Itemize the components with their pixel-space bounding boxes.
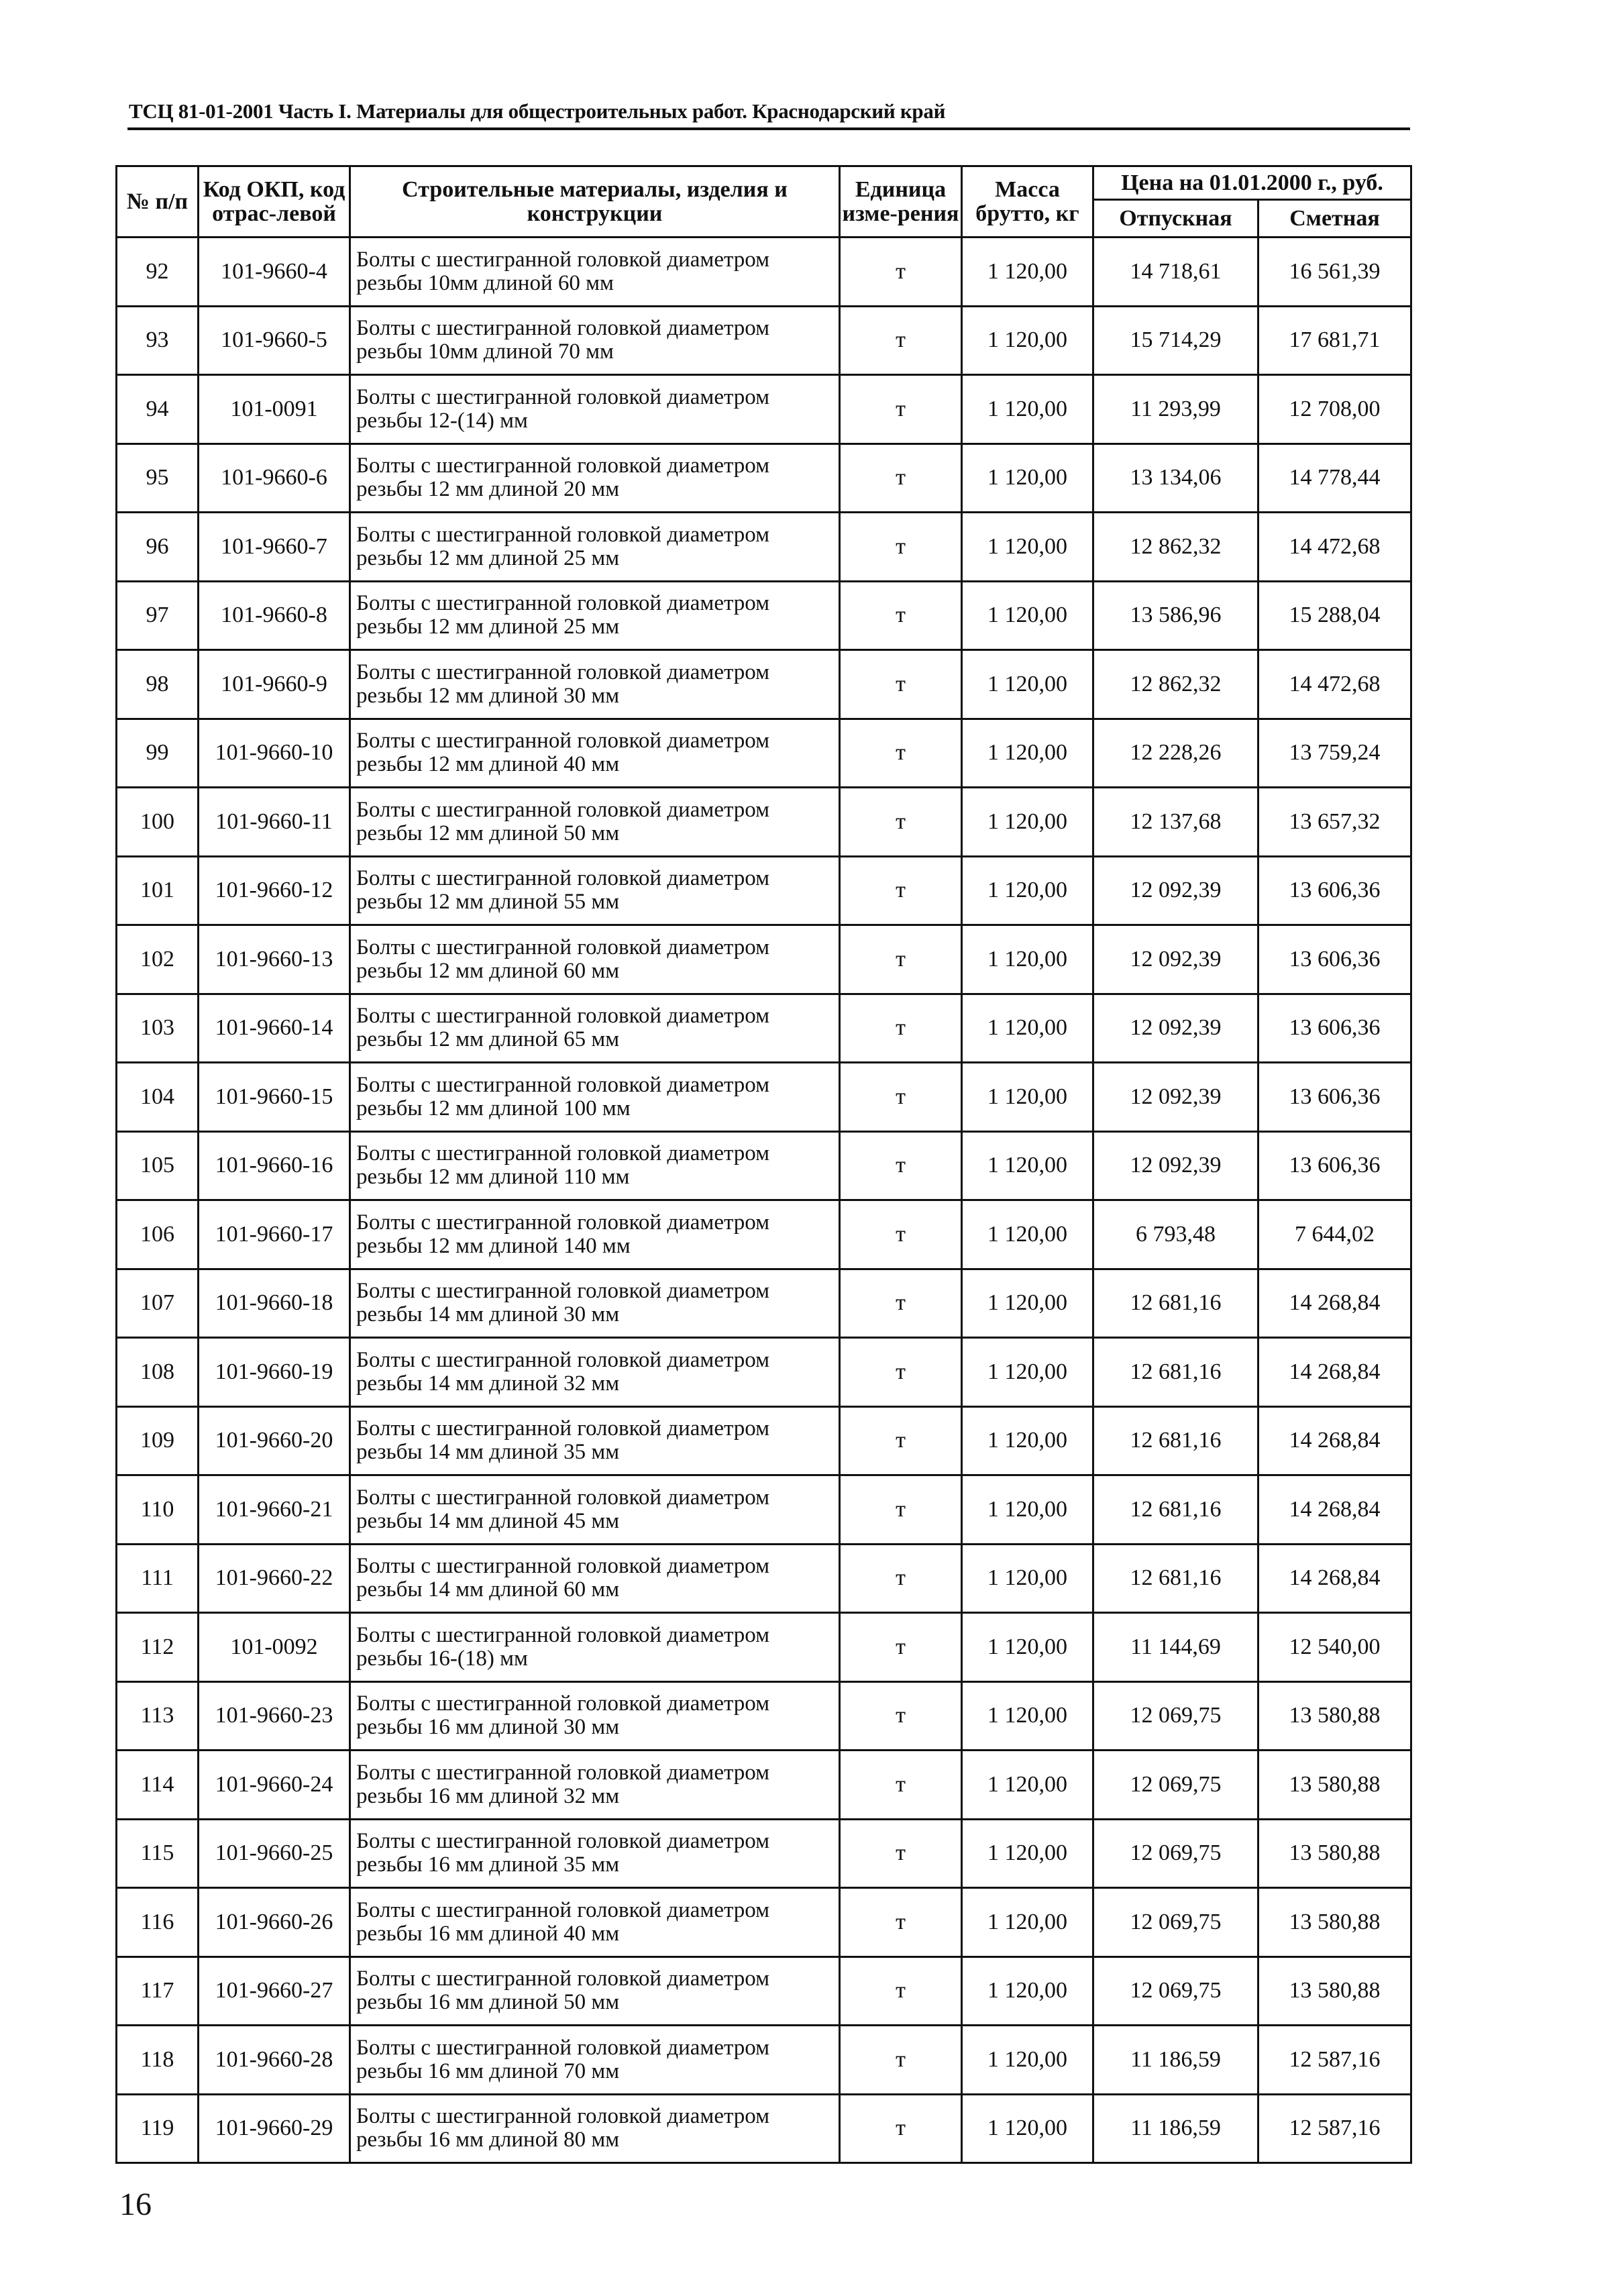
gross-mass: 1 120,00 (962, 1681, 1093, 1751)
unit: т (840, 1681, 962, 1751)
estimate-price: 13 606,36 (1258, 1063, 1411, 1132)
material-name: Болты с шестигранной головкой диаметром резьбы 16 мм длиной 32 мм (350, 1751, 840, 1820)
header-rule (127, 127, 1410, 130)
unit: т (840, 2026, 962, 2095)
material-name: Болты с шестигранной головкой диаметром резьбы 14 мм длиной 45 мм (350, 1475, 840, 1545)
table-row (117, 856, 1411, 925)
okp-code: 101-9660-5 (199, 306, 350, 375)
release-price: 12 069,75 (1093, 1956, 1258, 2026)
gross-mass: 1 120,00 (962, 1338, 1093, 1407)
table-row (117, 1888, 1411, 1957)
release-price: 12 092,39 (1093, 1063, 1258, 1132)
row-number: 92 (117, 238, 199, 307)
col-header-code: Код ОКП, код отрас-левой (199, 166, 350, 238)
unit: т (840, 1819, 962, 1888)
gross-mass: 1 120,00 (962, 443, 1093, 513)
table-row (117, 1475, 1411, 1545)
okp-code: 101-9660-8 (199, 581, 350, 650)
estimate-price: 14 268,84 (1258, 1338, 1411, 1407)
estimate-price: 13 606,36 (1258, 1131, 1411, 1200)
table-row (117, 1544, 1411, 1613)
gross-mass: 1 120,00 (962, 719, 1093, 788)
material-name: Болты с шестигранной головкой диаметром резьбы 12 мм длиной 110 мм (350, 1131, 840, 1200)
gross-mass: 1 120,00 (962, 925, 1093, 994)
estimate-price: 14 268,84 (1258, 1544, 1411, 1613)
unit: т (840, 1475, 962, 1545)
estimate-price: 13 580,88 (1258, 1956, 1411, 2026)
material-name: Болты с шестигранной головкой диаметром резьбы 12 мм длиной 140 мм (350, 1200, 840, 1269)
okp-code: 101-9660-18 (199, 1269, 350, 1338)
gross-mass: 1 120,00 (962, 1613, 1093, 1682)
unit: т (840, 1200, 962, 1269)
col-header-release: Отпускная (1093, 200, 1258, 238)
gross-mass: 1 120,00 (962, 994, 1093, 1063)
col-header-name: Строительные материалы, изделия и конструкции (350, 166, 840, 238)
col-header-no: № п/п (117, 166, 199, 238)
table-row (117, 1613, 1411, 1682)
gross-mass: 1 120,00 (962, 1751, 1093, 1820)
unit: т (840, 1751, 962, 1820)
estimate-price: 12 708,00 (1258, 375, 1411, 444)
okp-code: 101-9660-11 (199, 788, 350, 857)
release-price: 13 586,96 (1093, 581, 1258, 650)
okp-code: 101-9660-29 (199, 2094, 350, 2163)
estimate-price: 14 268,84 (1258, 1269, 1411, 1338)
release-price: 12 862,32 (1093, 513, 1258, 582)
row-number: 97 (117, 581, 199, 650)
col-header-price: Цена на 01.01.2000 г., руб. (1093, 166, 1411, 200)
release-price: 12 681,16 (1093, 1406, 1258, 1475)
unit: т (840, 1406, 962, 1475)
row-number: 101 (117, 856, 199, 925)
table-row (117, 443, 1411, 513)
row-number: 96 (117, 513, 199, 582)
release-price: 12 681,16 (1093, 1544, 1258, 1613)
gross-mass: 1 120,00 (962, 788, 1093, 857)
estimate-price: 13 580,88 (1258, 1751, 1411, 1820)
estimate-price: 13 606,36 (1258, 925, 1411, 994)
okp-code: 101-9660-23 (199, 1681, 350, 1751)
row-number: 112 (117, 1613, 199, 1682)
unit: т (840, 1613, 962, 1682)
release-price: 11 186,59 (1093, 2094, 1258, 2163)
page-number: 16 (119, 2187, 152, 2222)
row-number: 94 (117, 375, 199, 444)
row-number: 109 (117, 1406, 199, 1475)
release-price: 12 069,75 (1093, 1888, 1258, 1957)
price-table (115, 165, 1412, 2164)
table-row (117, 238, 1411, 307)
release-price: 15 714,29 (1093, 306, 1258, 375)
table-row (117, 1956, 1411, 2026)
table-row (117, 1200, 1411, 1269)
material-name: Болты с шестигранной головкой диаметром резьбы 12 мм длиной 40 мм (350, 719, 840, 788)
table-row (117, 1406, 1411, 1475)
estimate-price: 14 472,68 (1258, 513, 1411, 582)
release-price: 12 681,16 (1093, 1338, 1258, 1407)
table-row (117, 2026, 1411, 2095)
material-name: Болты с шестигранной головкой диаметром резьбы 12 мм длиной 65 мм (350, 994, 840, 1063)
gross-mass: 1 120,00 (962, 1131, 1093, 1200)
gross-mass: 1 120,00 (962, 1269, 1093, 1338)
gross-mass: 1 120,00 (962, 1888, 1093, 1957)
estimate-price: 13 580,88 (1258, 1888, 1411, 1957)
release-price: 12 092,39 (1093, 925, 1258, 994)
estimate-price: 7 644,02 (1258, 1200, 1411, 1269)
okp-code: 101-9660-22 (199, 1544, 350, 1613)
unit: т (840, 443, 962, 513)
estimate-price: 16 561,39 (1258, 238, 1411, 307)
unit: т (840, 1131, 962, 1200)
row-number: 118 (117, 2026, 199, 2095)
okp-code: 101-9660-27 (199, 1956, 350, 2026)
gross-mass: 1 120,00 (962, 513, 1093, 582)
material-name: Болты с шестигранной головкой диаметром резьбы 16 мм длиной 35 мм (350, 1819, 840, 1888)
release-price: 12 092,39 (1093, 1131, 1258, 1200)
release-price: 12 681,16 (1093, 1269, 1258, 1338)
unit: т (840, 375, 962, 444)
unit: т (840, 925, 962, 994)
row-number: 106 (117, 1200, 199, 1269)
gross-mass: 1 120,00 (962, 856, 1093, 925)
okp-code: 101-9660-4 (199, 238, 350, 307)
release-price: 12 228,26 (1093, 719, 1258, 788)
release-price: 12 069,75 (1093, 1681, 1258, 1751)
row-number: 114 (117, 1751, 199, 1820)
release-price: 11 186,59 (1093, 2026, 1258, 2095)
material-name: Болты с шестигранной головкой диаметром резьбы 16 мм длиной 30 мм (350, 1681, 840, 1751)
table-row (117, 994, 1411, 1063)
estimate-price: 13 759,24 (1258, 719, 1411, 788)
unit: т (840, 650, 962, 719)
unit: т (840, 1269, 962, 1338)
okp-code: 101-9660-16 (199, 1131, 350, 1200)
unit: т (840, 1063, 962, 1132)
release-price: 12 069,75 (1093, 1819, 1258, 1888)
estimate-price: 12 540,00 (1258, 1613, 1411, 1682)
material-name: Болты с шестигранной головкой диаметром резьбы 12 мм длиной 50 мм (350, 788, 840, 857)
unit: т (840, 513, 962, 582)
page-header: ТСЦ 81-01-2001 Часть I. Материалы для общестроительных работ. Краснодарский край (129, 99, 946, 123)
table-row (117, 925, 1411, 994)
row-number: 107 (117, 1269, 199, 1338)
material-name: Болты с шестигранной головкой диаметром резьбы 16 мм длиной 70 мм (350, 2026, 840, 2095)
table-row (117, 513, 1411, 582)
row-number: 119 (117, 2094, 199, 2163)
table-row (117, 375, 1411, 444)
material-name: Болты с шестигранной головкой диаметром резьбы 10мм длиной 70 мм (350, 306, 840, 375)
table-row (117, 1269, 1411, 1338)
unit: т (840, 1338, 962, 1407)
material-name: Болты с шестигранной головкой диаметром резьбы 12 мм длиной 100 мм (350, 1063, 840, 1132)
material-name: Болты с шестигранной головкой диаметром резьбы 14 мм длиной 32 мм (350, 1338, 840, 1407)
material-name: Болты с шестигранной головкой диаметром резьбы 14 мм длиной 30 мм (350, 1269, 840, 1338)
gross-mass: 1 120,00 (962, 1200, 1093, 1269)
release-price: 11 144,69 (1093, 1613, 1258, 1682)
table-row (117, 1681, 1411, 1751)
material-name: Болты с шестигранной головкой диаметром резьбы 16 мм длиной 80 мм (350, 2094, 840, 2163)
row-number: 110 (117, 1475, 199, 1545)
okp-code: 101-9660-17 (199, 1200, 350, 1269)
estimate-price: 15 288,04 (1258, 581, 1411, 650)
estimate-price: 14 268,84 (1258, 1406, 1411, 1475)
material-name: Болты с шестигранной головкой диаметром резьбы 14 мм длиной 60 мм (350, 1544, 840, 1613)
table-row (117, 719, 1411, 788)
okp-code: 101-9660-26 (199, 1888, 350, 1957)
material-name: Болты с шестигранной головкой диаметром резьбы 12 мм длиной 25 мм (350, 581, 840, 650)
material-name: Болты с шестигранной головкой диаметром резьбы 12 мм длиной 30 мм (350, 650, 840, 719)
release-price: 12 681,16 (1093, 1475, 1258, 1545)
okp-code: 101-9660-13 (199, 925, 350, 994)
release-price: 12 137,68 (1093, 788, 1258, 857)
gross-mass: 1 120,00 (962, 2094, 1093, 2163)
row-number: 102 (117, 925, 199, 994)
row-number: 117 (117, 1956, 199, 2026)
estimate-price: 13 580,88 (1258, 1681, 1411, 1751)
release-price: 12 092,39 (1093, 856, 1258, 925)
release-price: 12 069,75 (1093, 1751, 1258, 1820)
okp-code: 101-9660-28 (199, 2026, 350, 2095)
estimate-price: 14 778,44 (1258, 443, 1411, 513)
gross-mass: 1 120,00 (962, 2026, 1093, 2095)
row-number: 108 (117, 1338, 199, 1407)
okp-code: 101-9660-9 (199, 650, 350, 719)
okp-code: 101-9660-25 (199, 1819, 350, 1888)
release-price: 12 092,39 (1093, 994, 1258, 1063)
material-name: Болты с шестигранной головкой диаметром резьбы 16-(18) мм (350, 1613, 840, 1682)
gross-mass: 1 120,00 (962, 1063, 1093, 1132)
unit: т (840, 788, 962, 857)
gross-mass: 1 120,00 (962, 1956, 1093, 2026)
row-number: 111 (117, 1544, 199, 1613)
unit: т (840, 238, 962, 307)
okp-code: 101-9660-6 (199, 443, 350, 513)
material-name: Болты с шестигранной головкой диаметром резьбы 12 мм длиной 60 мм (350, 925, 840, 994)
table-row (117, 788, 1411, 857)
material-name: Болты с шестигранной головкой диаметром резьбы 12 мм длиной 20 мм (350, 443, 840, 513)
gross-mass: 1 120,00 (962, 650, 1093, 719)
table-row (117, 1338, 1411, 1407)
row-number: 103 (117, 994, 199, 1063)
estimate-price: 17 681,71 (1258, 306, 1411, 375)
okp-code: 101-9660-10 (199, 719, 350, 788)
table-row (117, 650, 1411, 719)
okp-code: 101-9660-19 (199, 1338, 350, 1407)
unit: т (840, 856, 962, 925)
release-price: 14 718,61 (1093, 238, 1258, 307)
gross-mass: 1 120,00 (962, 581, 1093, 650)
row-number: 105 (117, 1131, 199, 1200)
okp-code: 101-9660-15 (199, 1063, 350, 1132)
gross-mass: 1 120,00 (962, 1819, 1093, 1888)
okp-code: 101-0091 (199, 375, 350, 444)
col-header-estimate: Сметная (1258, 200, 1411, 238)
okp-code: 101-9660-24 (199, 1751, 350, 1820)
gross-mass: 1 120,00 (962, 1544, 1093, 1613)
row-number: 113 (117, 1681, 199, 1751)
unit: т (840, 581, 962, 650)
okp-code: 101-9660-14 (199, 994, 350, 1063)
row-number: 93 (117, 306, 199, 375)
unit: т (840, 2094, 962, 2163)
material-name: Болты с шестигранной головкой диаметром резьбы 16 мм длиной 40 мм (350, 1888, 840, 1957)
estimate-price: 13 606,36 (1258, 856, 1411, 925)
unit: т (840, 1956, 962, 2026)
gross-mass: 1 120,00 (962, 1406, 1093, 1475)
estimate-price: 12 587,16 (1258, 2026, 1411, 2095)
row-number: 116 (117, 1888, 199, 1957)
okp-code: 101-9660-21 (199, 1475, 350, 1545)
row-number: 115 (117, 1819, 199, 1888)
estimate-price: 14 472,68 (1258, 650, 1411, 719)
material-name: Болты с шестигранной головкой диаметром резьбы 10мм длиной 60 мм (350, 238, 840, 307)
okp-code: 101-0092 (199, 1613, 350, 1682)
table-row (117, 306, 1411, 375)
estimate-price: 13 606,36 (1258, 994, 1411, 1063)
material-name: Болты с шестигранной головкой диаметром резьбы 12 мм длиной 55 мм (350, 856, 840, 925)
table-row (117, 581, 1411, 650)
row-number: 100 (117, 788, 199, 857)
material-name: Болты с шестигранной головкой диаметром резьбы 16 мм длиной 50 мм (350, 1956, 840, 2026)
material-name: Болты с шестигранной головкой диаметром резьбы 12 мм длиной 25 мм (350, 513, 840, 582)
release-price: 11 293,99 (1093, 375, 1258, 444)
unit: т (840, 306, 962, 375)
release-price: 13 134,06 (1093, 443, 1258, 513)
okp-code: 101-9660-12 (199, 856, 350, 925)
unit: т (840, 994, 962, 1063)
gross-mass: 1 120,00 (962, 238, 1093, 307)
col-header-mass: Масса брутто, кг (962, 166, 1093, 238)
estimate-price: 14 268,84 (1258, 1475, 1411, 1545)
row-number: 98 (117, 650, 199, 719)
row-number: 95 (117, 443, 199, 513)
gross-mass: 1 120,00 (962, 375, 1093, 444)
table-row (117, 1751, 1411, 1820)
table-row (117, 2094, 1411, 2163)
material-name: Болты с шестигранной головкой диаметром резьбы 12-(14) мм (350, 375, 840, 444)
release-price: 6 793,48 (1093, 1200, 1258, 1269)
col-header-unit: Единица изме-рения (840, 166, 962, 238)
table-row (117, 1063, 1411, 1132)
table-row (117, 1819, 1411, 1888)
okp-code: 101-9660-7 (199, 513, 350, 582)
estimate-price: 13 580,88 (1258, 1819, 1411, 1888)
unit: т (840, 1888, 962, 1957)
gross-mass: 1 120,00 (962, 306, 1093, 375)
unit: т (840, 1544, 962, 1613)
release-price: 12 862,32 (1093, 650, 1258, 719)
gross-mass: 1 120,00 (962, 1475, 1093, 1545)
unit: т (840, 719, 962, 788)
estimate-price: 12 587,16 (1258, 2094, 1411, 2163)
table-row (117, 1131, 1411, 1200)
material-name: Болты с шестигранной головкой диаметром резьбы 14 мм длиной 35 мм (350, 1406, 840, 1475)
estimate-price: 13 657,32 (1258, 788, 1411, 857)
okp-code: 101-9660-20 (199, 1406, 350, 1475)
row-number: 99 (117, 719, 199, 788)
row-number: 104 (117, 1063, 199, 1132)
